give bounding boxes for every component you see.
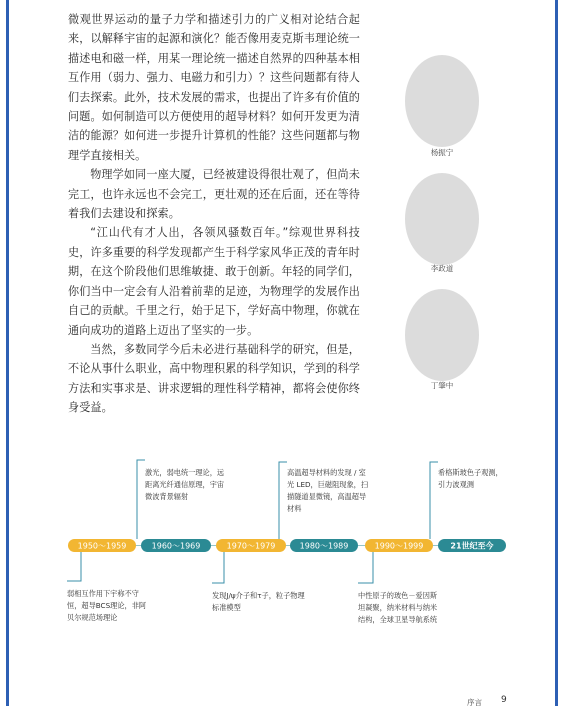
portrait-caption: 丁肇中 [430,381,454,390]
body-text [68,10,360,418]
portrait-caption: 李政道 [430,264,454,273]
connector-line [358,552,373,583]
period-label: 1980～1989 [299,541,349,551]
paragraph-1: 微观世界运动的量子力学和描述引力的广义相对论结合起来，以解释宇宙的起源和演化？能否像用麦克斯韦理论统一描述电和磁一样，用某一理论统一描述自然界的四种基本相互作用（弱力、强力、电磁力和引力）？这些问题都有待人们去探索。此外，技术发展的需求，也提出了许多有价值的问题。如何制造可以方便使用的超导材料？如何开发更为清洁的能源？如何进一步提升计算机的性能？这些问题都与物理学直接相关。 [68,13,360,162]
timeline-note: 高温超导材料的发现 / 室光 LED，巨磁阻现象，扫描隧道显微镜，高温超导材料 [287,468,369,513]
connector-line [279,462,287,539]
period-label: 21世纪至今 [450,541,494,551]
portrait-caption: 杨振宁 [430,148,454,157]
paragraph-2: 物理学如同一座大厦，已经被建设得很壮观了，但尚未完工，也许永远也不会完工，更壮观的还在后面，还在等待着我们去建设和探索。 [68,168,360,221]
timeline-note: 希格斯玻色子观测，引力波观测 [438,468,503,489]
period-label: 1960～1969 [151,541,201,551]
footer-section-title: 序言 [467,698,482,707]
timeline-note: 发现J/ψ介子和τ子，粒子物理标准模型 [212,591,305,612]
timeline-note: 弱相互作用下宇称不守恒，超导BCS理论，非阿贝尔规范场理论 [67,589,147,622]
connector-line [212,552,224,583]
timeline-note: 激光，弱电统一理论，远距离光纤通信原理，宇宙微波背景辐射 [145,468,225,501]
portrait-li-zhengdao [405,173,479,265]
period-label: 1950～1959 [77,541,127,551]
connector-line [137,460,145,539]
connector-line [67,552,81,581]
portrait-yang-zhenning [405,55,479,147]
period-label: 1990～1999 [374,541,424,551]
paragraph-3: “江山代有才人出，各领风骚数百年。”综观世界科技史，许多重要的科学发现都产生于科学家风华正茂的青年时期，在这个阶段他们思维敏捷、敢于创新。年轻的同学们，你们当中一定会有人沿着前辈的足迹，为物理学的发展作出自己的贡献。千里之行，始于足下，学好高中物理，你就在通向成功的道路上迈出了坚实的一步。 [68,226,360,337]
page-number: 9 [501,695,507,705]
paragraph-4: 当然，多数同学今后未必进行基础科学的研究，但是，不论从事什么职业，高中物理积累的科学知识，学到的科学方法和实事求是、讲求逻辑的理性科学精神，都将会使你终身受益。 [68,342,360,415]
timeline-note: 中性原子的玻色－爱因斯坦凝聚，纳米材料与纳米结构，全球卫星导航系统 [358,591,438,624]
portrait-ding-zhaozhong [405,289,479,381]
period-label: 1970～1979 [226,541,276,551]
connector-line [430,462,438,539]
